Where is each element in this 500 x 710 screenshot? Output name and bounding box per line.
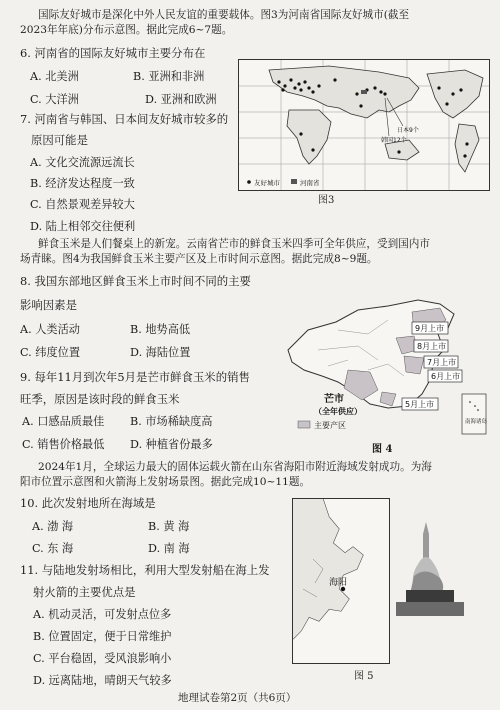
korea-annotation: 韩国12个: [381, 137, 407, 144]
question-11-stem-line-2: 射火箭的主要优点是: [33, 585, 136, 599]
question-9-stem-line-2: 旺季，原因是该时段的鲜食玉米: [20, 392, 180, 406]
label-august: 8月上市: [417, 342, 447, 351]
figure-4-caption: 图 4: [372, 444, 393, 455]
figure-5-location-map: [292, 498, 390, 664]
henan-marker: [361, 90, 367, 94]
q8-option-d: D. 海陆位置: [130, 346, 191, 359]
question-11-stem-line-1: 11. 与陆地发射场相比，利用大型发射船在海上发: [20, 563, 270, 577]
japan-annotation: 日本9个: [397, 127, 419, 134]
q11-option-d: D. 远离陆地，晴朗天气较多: [33, 674, 172, 687]
q7-option-d: D. 陆上相邻交往便利: [30, 220, 136, 233]
land-fill: [293, 499, 363, 639]
q10-option-a: A. 渤 海: [32, 520, 74, 533]
inset-label: 南海诸岛: [465, 419, 488, 425]
question-8-stem-line-2: 影响因素是: [20, 298, 77, 312]
figure-5-rocket-launch-photo: [396, 520, 464, 616]
q10-option-b: B. 黄 海: [148, 520, 190, 533]
intro-3-line-2: 阳市位置示意图和火箭海上发射场景图。据此完成10~11题。: [20, 475, 311, 488]
legend-dot-icon: [247, 180, 251, 184]
q11-option-c: C. 平台稳固，受风浪影响小: [33, 652, 172, 665]
legend-friendly-city: 友好城市: [254, 179, 280, 187]
q6-option-c: C. 大洋洲: [30, 93, 79, 106]
label-mangshi-sub: （全年供应）: [314, 407, 362, 416]
q8-option-b: B. 地势高低: [130, 323, 191, 336]
question-8-stem-line-1: 8. 我国东部地区鲜食玉米上市时间不同的主要: [20, 274, 251, 288]
intro-2-line-2: 场青睐。图4为我国鲜食玉米主要产区及上市时间示意图。据此完成8~9题。: [20, 252, 378, 265]
legend-henan-swatch: [291, 179, 297, 184]
intro-paragraph-1: [20, 8, 488, 37]
intro-1-line-1: 国际友好城市是深化中外人民友谊的重要载体。图3为河南省国际友好城市(截至: [38, 9, 410, 21]
q7-option-b: B. 经济发达程度一致: [30, 177, 135, 190]
q11-option-b: B. 位置固定，便于日常维护: [33, 630, 172, 643]
south-china-sea-inset: [462, 394, 486, 434]
launch-ship: [406, 590, 454, 602]
q11-option-a: A. 机动灵活，可发射点位多: [33, 608, 172, 621]
rocket-photo-svg: [396, 520, 464, 616]
page-footer: 地理试卷第2页（共6页）: [178, 692, 297, 704]
q8-option-c: C. 纬度位置: [20, 346, 81, 359]
legend-main-area: 主要产区: [314, 421, 346, 430]
question-9-stem-line-1: 9. 每年11月到次年5月是芒市鲜食玉米的销售: [20, 370, 250, 384]
south-america-shape: [455, 124, 479, 172]
question-6-stem: 6. 河南省的国际友好城市主要分布在: [20, 46, 206, 60]
intro-1-line-2: 2023年年底)分布示意图。据此完成6~7题。: [20, 23, 233, 36]
label-mangshi: 芒市: [324, 394, 344, 405]
figure-3-caption: 图3: [318, 195, 335, 206]
label-june: 6月上市: [431, 372, 461, 381]
q9-option-d: D. 种植省份最多: [130, 438, 213, 451]
q7-option-c: C. 自然景观差异较大: [30, 198, 135, 211]
figure-4-china-map: [278, 290, 490, 440]
q9-option-c: C. 销售价格最低: [22, 438, 105, 451]
q8-option-a: A. 人类活动: [20, 323, 80, 336]
africa-shape: [287, 110, 331, 164]
intro-paragraph-3: [20, 460, 488, 489]
q9-option-a: A. 口感品质最佳: [22, 415, 105, 428]
question-7-stem-line-1: 7. 河南省与韩国、日本间友好城市较多的: [20, 112, 229, 126]
figure-5-caption: 图 5: [354, 671, 374, 682]
figure-3-world-map: [238, 59, 490, 191]
intro-3-line-1: 2024年1月，全球运力最大的固体运载火箭在山东省海阳市附近海域发射成功。为海: [38, 461, 432, 473]
north-america-shape: [427, 70, 483, 118]
label-haiyang: 海阳: [329, 578, 348, 588]
q6-option-b: B. 亚洲和非洲: [133, 70, 205, 83]
question-7-stem-line-2: 原因可能是: [31, 133, 88, 147]
intro-2-line-1: 鲜食玉米是人们餐桌上的新宠。云南省芒市的鲜食玉米四季可全年供应，受到国内市: [38, 238, 430, 250]
q6-option-a: A. 北美洲: [30, 70, 79, 83]
china-map-svg: [278, 290, 490, 440]
haiyang-map-svg: [293, 499, 389, 663]
intro-paragraph-2: [20, 237, 488, 266]
label-may: 5月上市: [405, 400, 435, 409]
legend-swatch: [298, 421, 310, 428]
sea: [396, 602, 464, 616]
legend-henan: 河南省: [300, 179, 320, 187]
q10-option-c: C. 东 海: [32, 542, 74, 555]
question-10-stem: 10. 此次发射地所在海域是: [20, 496, 156, 510]
q7-option-a: A. 文化交流源远流长: [30, 156, 135, 169]
world-map-svg: [239, 60, 489, 190]
label-july: 7月上市: [427, 358, 457, 367]
q9-option-b: B. 市场稀缺度高: [130, 415, 213, 428]
label-september: 9月上市: [415, 324, 445, 333]
q6-option-d: D. 亚洲和欧洲: [145, 93, 217, 106]
q10-option-d: D. 南 海: [148, 542, 190, 555]
